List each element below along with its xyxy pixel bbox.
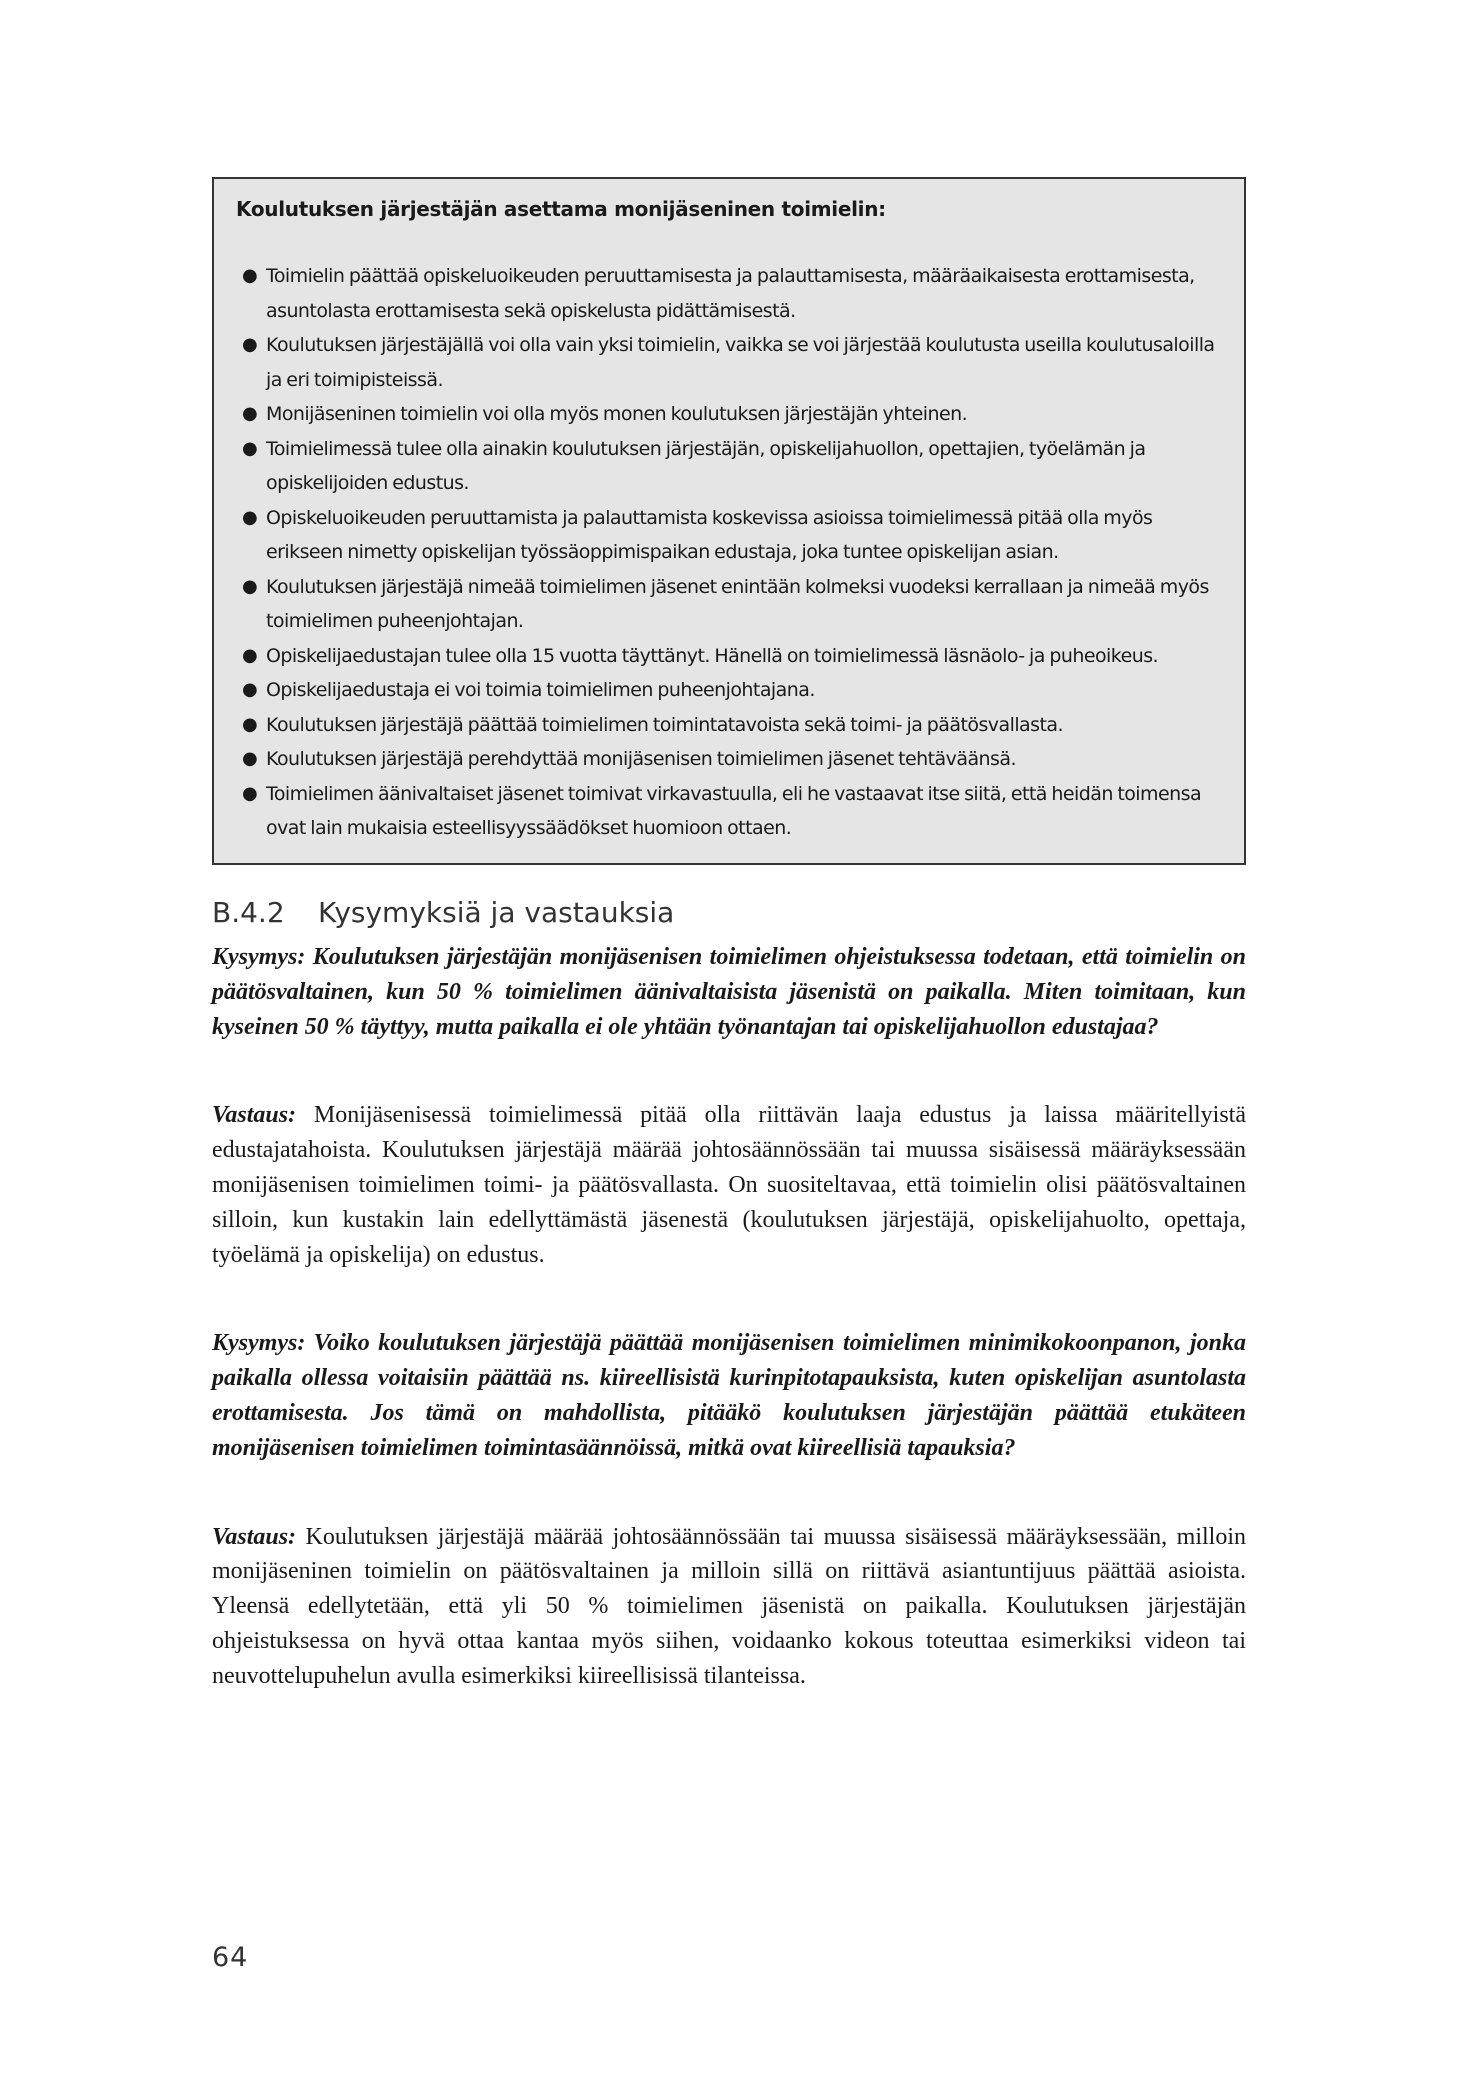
question-2: Kysymys: Voiko koulutuksen järjestäjä päättää monijäsenisen toimielimen minimikokoonpanon, jonka paikalla ollessa voitaisiin päättää ns. kiireellisistä kurinpitotapauksista, kuten opiskelijan asuntolasta erottamisesta. Jos tämä on mahdollista, pitääkö koulutuksen järjestäjän päättää etukäteen monijäsenisen toimielimen toimintasäännöissä, mitkä ovat kiireellisiä tapauksia? (212, 1330, 1246, 1461)
answer-1-lead: Vastaus: (212, 1102, 297, 1129)
section-number: B.4.2 (212, 896, 285, 929)
bullet-icon: ● (242, 713, 258, 735)
bullet-icon: ● (242, 334, 258, 355)
qa-content (212, 940, 1246, 1694)
list-item: ● Koulutuksen järjestäjä nimeää toimielimen jäsenet enintään kolmeksi vuodeksi kerrallaan ja nimeää myös toimielimen puheenjohtajan. (236, 570, 1222, 639)
answer-1-text: Monijäsenisessä toimielimessä pitää olla riittävän laaja edustus ja laissa määritellyistä edustajatahoista. Koulutuksen järjestäjä määrää johtosäännössään tai muussa sisäisessä määräyksessään monijäsenisen toimielimen toimi- ja päätösvallasta. On suositeltavaa, että toimielin olisi päätösvaltainen silloin, kun kustakin lain edellyttämästä jäsenestä (koulutuksen järjestäjä, opiskelijahuolto, opettaja, työelämä ja opiskelija) on edustus. (212, 1102, 1246, 1268)
list-item: ● Opiskelijaedustaja ei voi toimia toimielimen puheenjohtajana. (236, 673, 1222, 708)
info-box-list (236, 259, 1222, 846)
section-title: Kysymyksiä ja vastauksia (318, 896, 675, 929)
bullet-icon: ● (242, 437, 258, 459)
list-item: ● Monijäseninen toimielin voi olla myös monen koulutuksen järjestäjän yhteinen. (236, 397, 1222, 432)
list-item: ● Toimielimen äänivaltaiset jäsenet toimivat virkavastuulla, eli he vastaavat itse siitä, että heidän toimensa ovat lain mukaisia esteellisyyssäädökset huomioon ottaen. (236, 777, 1222, 846)
answer-2-lead: Vastaus: (212, 1523, 297, 1550)
list-item: ● Toimielin päättää opiskeluoikeuden peruuttamisesta ja palauttamisesta, määräaikaisesta erottamisesta, asuntolasta erottamisesta sekä opiskelusta pidättämisestä. (236, 259, 1222, 328)
bullet-icon: ● (242, 748, 258, 769)
answer-2-text: Koulutuksen järjestäjä määrää johtosäännössään tai muussa sisäisessä määräyksessään, milloin monijäseninen toimielin on päätösvaltainen ja milloin sillä on riittävä asiantuntijuus päättää asioista. Yleensä edellytetään, että yli 50 % toimielimen jäsenistä on paikalla. Koulutuksen järjestäjän ohjeistuksessa on hyvä ottaa kantaa myös siihen, voidaanko kokous toteuttaa esimerkiksi videon tai neuvottelupuhelun avulla esimerkiksi kiireellisissä tilanteissa. (212, 1523, 1246, 1689)
bullet-icon: ● (242, 265, 258, 286)
list-item: ● Opiskeluoikeuden peruuttamista ja palauttamista koskevissa asioissa toimielimessä pitää olla myös erikseen nimetty opiskelijan työssäoppimispaikan edustaja, joka tuntee opiskelijan asian. (236, 501, 1222, 570)
list-item: ● Koulutuksen järjestäjä perehdyttää monijäsenisen toimielimen jäsenet tehtäväänsä. (236, 742, 1222, 777)
bullet-icon: ● (242, 506, 258, 528)
list-item: ● Koulutuksen järjestäjällä voi olla vain yksi toimielin, vaikka se voi järjestää koulutusta useilla koulutusaloilla ja eri toimipisteissä. (236, 328, 1222, 397)
list-item: ● Toimielimessä tulee olla ainakin koulutuksen järjestäjän, opiskelijahuollon, opettajien, työelämän ja opiskelijoiden edustus. (236, 432, 1222, 501)
answer-2 (212, 1520, 1246, 1694)
bullet-icon: ● (242, 782, 258, 804)
page-number: 64 (212, 1942, 249, 1973)
info-box (212, 177, 1246, 865)
bullet-icon: ● (242, 679, 258, 700)
bullet-icon: ● (242, 575, 258, 597)
section-heading (212, 896, 674, 929)
list-item: ● Opiskelijaedustajan tulee olla 15 vuotta täyttänyt. Hänellä on toimielimessä läsnäolo- ja puheoikeus. (236, 639, 1222, 674)
answer-1 (212, 1098, 1246, 1272)
bullet-icon: ● (242, 403, 258, 424)
bullet-icon: ● (242, 644, 258, 666)
list-item: ● Koulutuksen järjestäjä päättää toimielimen toimintatavoista sekä toimi- ja päätösvallasta. (236, 708, 1222, 743)
question-1: Kysymys: Koulutuksen järjestäjän monijäsenisen toimielimen ohjeistuksessa todetaan, että toimielin on päätösvaltainen, kun 50 % toimielimen äänivaltaisista jäsenistä on paikalla. Miten toimitaan, kun kyseinen 50 % täyttyy, mutta paikalla ei ole yhtään työnantajan tai opiskelijahuollon edustajaa? (212, 944, 1246, 1040)
info-box-title: Koulutuksen järjestäjän asettama monijäseninen toimielin: (236, 197, 886, 221)
